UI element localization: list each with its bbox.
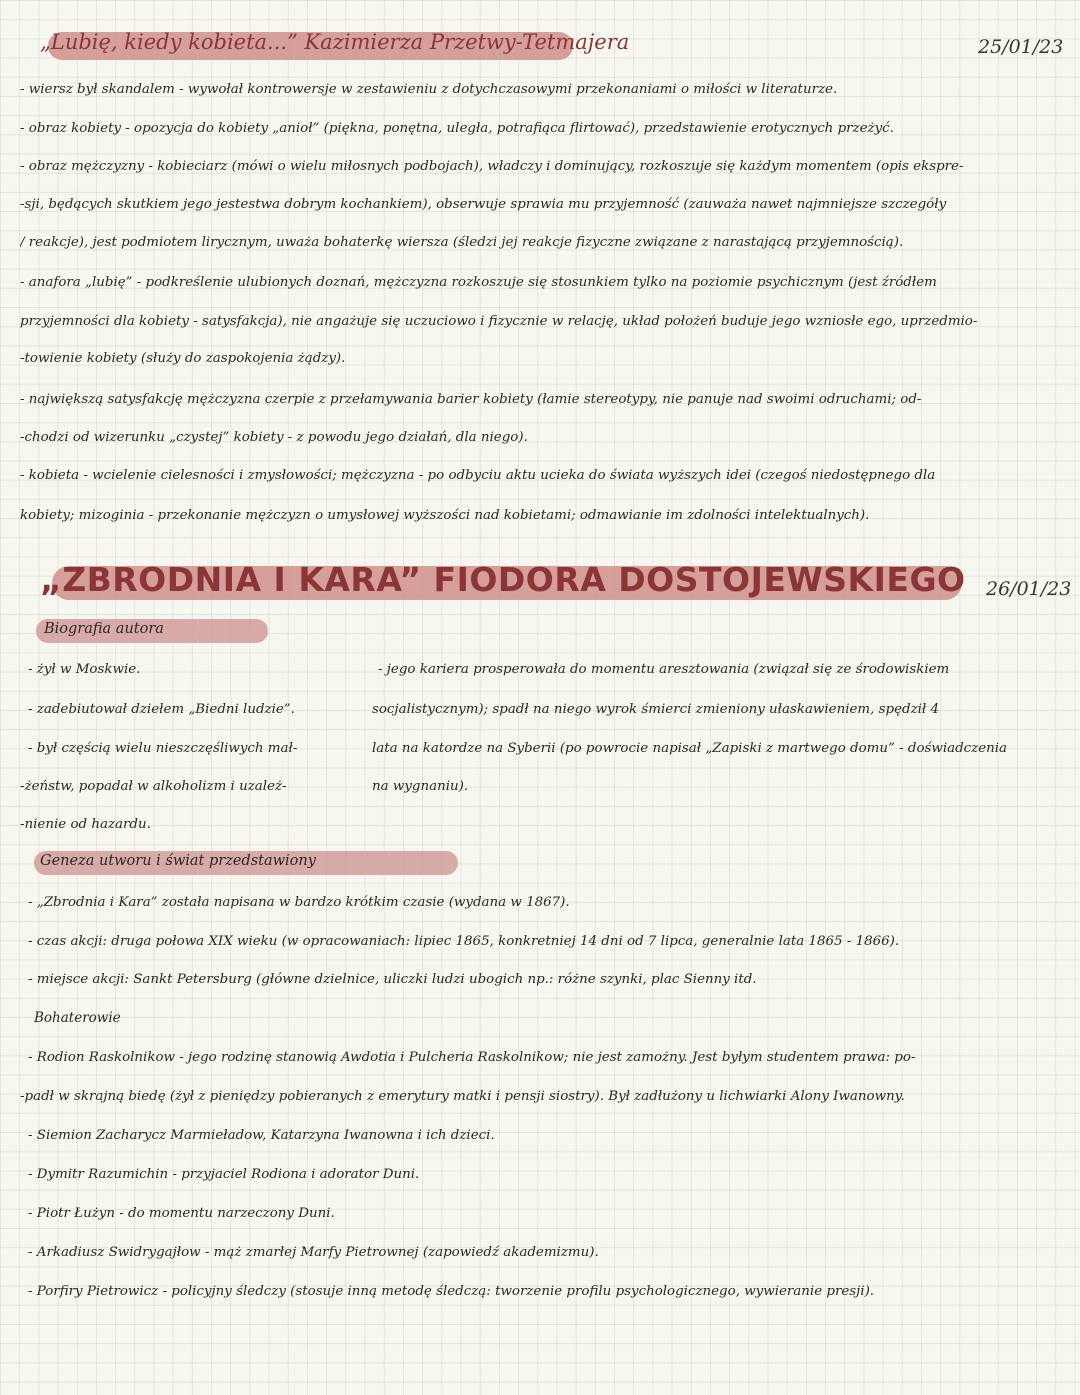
bio-line: -żeństw, popadał w alkoholizm i uzależ- (20, 779, 287, 794)
hero-line: - Piotr Łużyn - do momentu narzeczony Duni. (28, 1206, 335, 1221)
hero-line: - Rodion Raskolnikow - jego rodzinę stanowią Awdotia i Pulcheria Raskolnikow; nie jest zamożny. Jest byłym studentem prawa: po- (28, 1050, 916, 1065)
hero-line: - Porfiry Pietrowicz - policyjny śledczy (stosuje inną metodę śledczą: tworzenie profilu psychologicznego, wywieranie presji). (28, 1284, 875, 1299)
date-label: 26/01/23 (986, 578, 1072, 600)
note-line: - czas akcji: druga połowa XIX wieku (w opracowaniach: lipiec 1865, konkretniej 14 dni od 7 lipca, generalnie lata 1865 - 1866). (28, 934, 900, 949)
poem-title: „Lubię, kiedy kobieta...” Kazimierza Przetwy-Tetmajera (40, 30, 630, 54)
bio-heading: Biografia autora (44, 621, 164, 637)
hero-line: -padł w skrajną biedę (żył z pieniędzy pobieranych z emerytury matki i pensji siostry). Był zadłużony u lichwiarki Alony Iwanowny. (20, 1089, 905, 1104)
note-line: - anafora „lubię” - podkreślenie ulubionych doznań, mężczyzna rozkoszuje się stosunkiem tylko na poziomie psychicznym (jest źródłem (20, 275, 937, 290)
bio-line: - był częścią wielu nieszczęśliwych mał- (28, 741, 298, 756)
note-line: / reakcje), jest podmiotem lirycznym, uważa bohaterkę wiersza (śledzi jej reakcje fizyczne związane z narastającą przyjemnością). (20, 235, 904, 250)
bio-line: na wygnaniu). (372, 779, 469, 794)
note-line: -chodzi od wizerunku „czystej” kobiety - z powodu jego działań, dla niego). (20, 430, 528, 445)
date-label: 25/01/23 (978, 36, 1064, 58)
hero-line: - Arkadiusz Swidrygajłow - mąż zmarłej Marfy Pietrownej (zapowiedź akademizmu). (28, 1245, 599, 1260)
note-line: - wiersz był skandalem - wywołał kontrowersje w zestawieniu z dotychczasowymi przekonaniami o miłości w literaturze. (20, 82, 838, 97)
note-line: - „Zbrodnia i Kara” została napisana w bardzo krótkim czasie (wydana w 1867). (28, 895, 570, 910)
genesis-heading: Geneza utworu i świat przedstawiony (40, 853, 316, 869)
bio-line: -nienie od hazardu. (20, 817, 151, 832)
bio-line: socjalistycznym); spadł na niego wyrok śmierci zmieniony ułaskawieniem, spędził 4 (372, 702, 940, 717)
note-line: -towienie kobiety (służy do zaspokojenia żądzy). (20, 351, 346, 366)
section-title: „ZBRODNIA I KARA” FIODORA DOSTOJEWSKIEGO (40, 560, 966, 599)
note-line: - największą satysfakcję mężczyzna czerpie z przełamywania barier kobiety (łamie stereotypy, nie panuje nad swoimi odruchami; od- (20, 392, 922, 407)
note-line: - obraz mężczyzny - kobieciarz (mówi o wielu miłosnych podbojach), władczy i dominujący, rozkoszuje się każdym momentem (opis ekspre- (20, 159, 964, 174)
note-line: - obraz kobiety - opozycja do kobiety „anioł” (piękna, ponętna, uległa, potrafiąca flirtować), przedstawienie erotycznych przeżyć. (20, 121, 894, 136)
note-line: - miejsce akcji: Sankt Petersburg (główne dzielnice, uliczki ludzi ubogich np.: różne szynki, plac Sienny itd. (28, 972, 757, 987)
note-line: - kobieta - wcielenie cielesności i zmysłowości; mężczyzna - po odbyciu aktu ucieka do świata wyższych idei (czegoś niedostępnego dla (20, 468, 936, 483)
hero-line: - Dymitr Razumichin - przyjaciel Rodiona i adorator Duni. (28, 1167, 420, 1182)
bio-line: lata na katordze na Syberii (po powrocie napisał „Zapiski z martwego domu” - doświadczenia (372, 741, 1008, 756)
note-line: -sji, będących skutkiem jego jestestwa dobrym kochankiem), obserwuje sprawia mu przyjemność (zauważa nawet najmniejsze szczegóły (20, 197, 947, 212)
bio-line: - jego kariera prosperowała do momentu aresztowania (związał się ze środowiskiem (378, 662, 950, 677)
hero-line: - Siemion Zacharycz Marmieładow, Katarzyna Iwanowna i ich dzieci. (28, 1128, 495, 1143)
bio-line: - żył w Moskwie. (28, 662, 141, 677)
bio-line: - zadebiutował dziełem „Biedni ludzie”. (28, 702, 295, 717)
note-line: przyjemności dla kobiety - satysfakcja), nie angażuje się uczuciowo i fizycznie w relację, układ położeń buduje jego wzniosłe ego, uprzedmio- (20, 314, 978, 329)
heroes-heading: Bohaterowie (34, 1010, 121, 1026)
note-line: kobiety; mizoginia - przekonanie mężczyzn o umysłowej wyższości nad kobietami; odmawianie im zdolności intelektualnych). (20, 508, 870, 523)
